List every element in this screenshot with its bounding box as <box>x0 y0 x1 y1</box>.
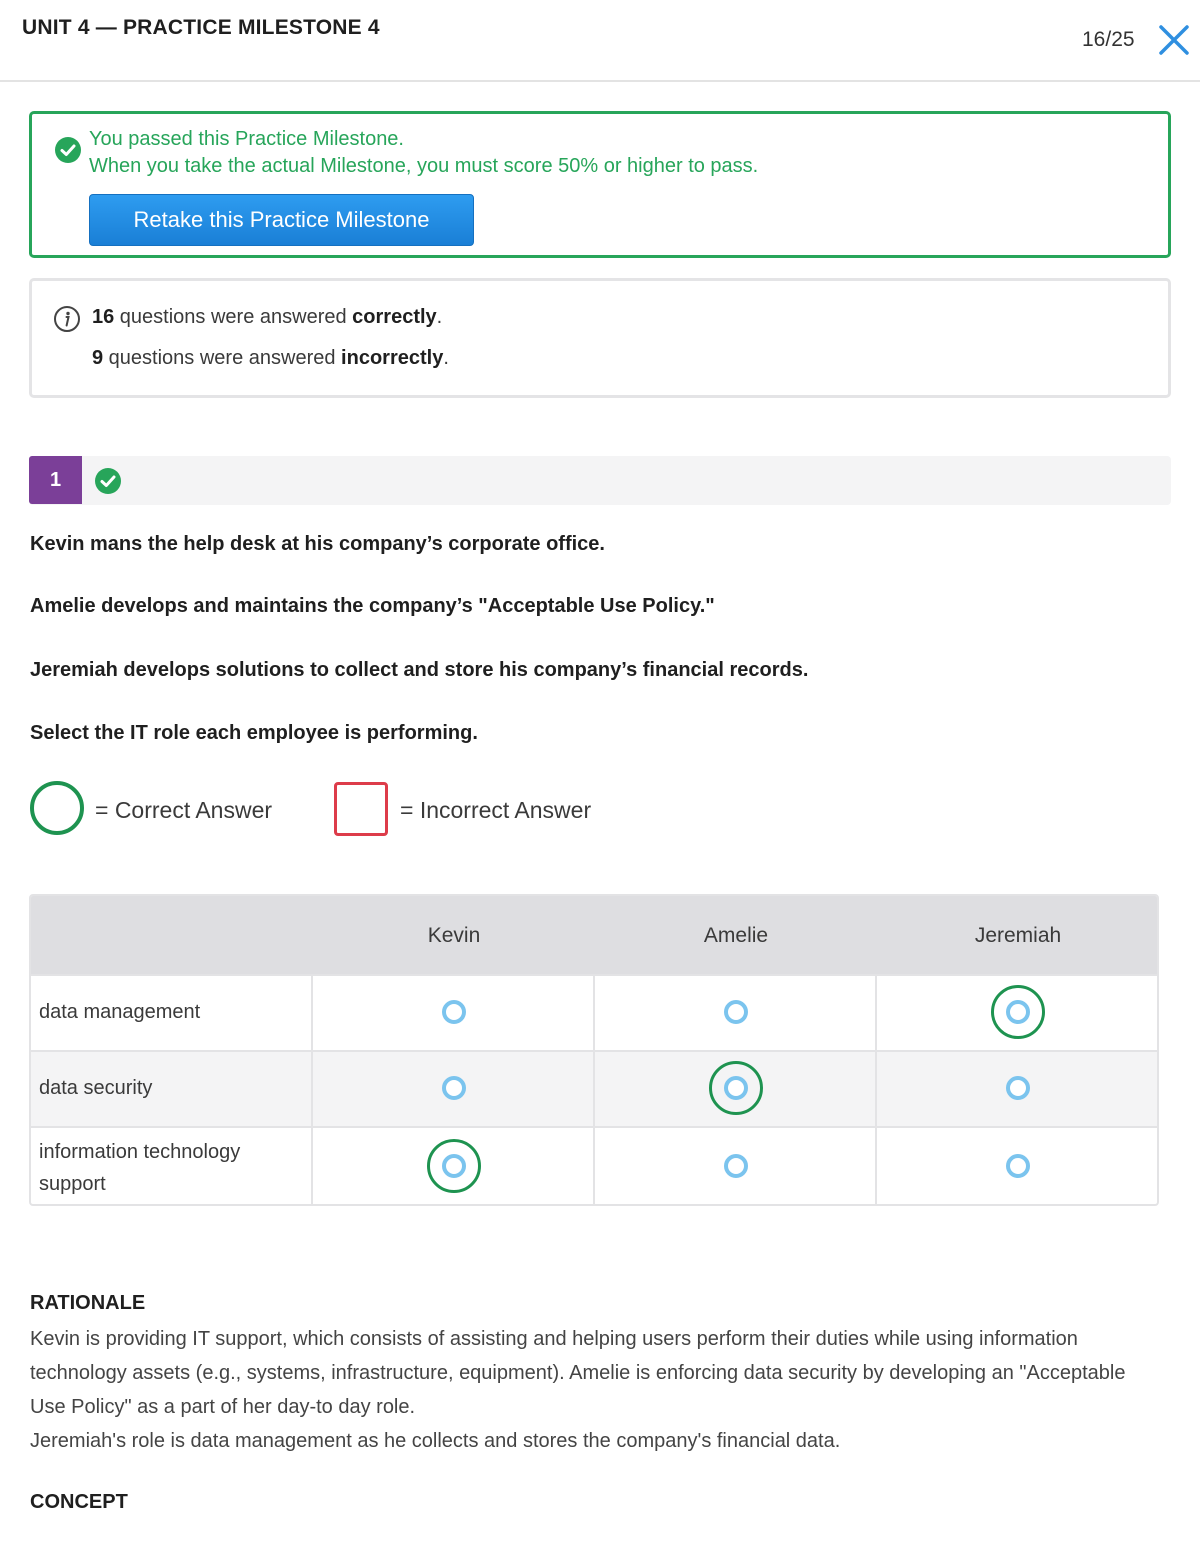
answer-cell <box>875 1128 1157 1206</box>
row-label: data management <box>39 1001 201 1023</box>
incorrect-period: . <box>443 347 449 369</box>
rationale-body <box>30 1322 1150 1458</box>
question-text-line: Amelie develops and maintains the company’s "Acceptable Use Policy." <box>30 595 715 617</box>
row-label: information technology support <box>39 1141 241 1195</box>
answer-cell <box>593 1128 875 1206</box>
page-title: UNIT 4 — PRACTICE MILESTONE 4 <box>22 16 380 39</box>
table-row <box>31 1126 1159 1206</box>
question-text-line: Jeremiah develops solutions to collect and store his company’s financial records. <box>30 659 809 681</box>
correct-period: . <box>436 306 443 328</box>
table-row <box>31 974 1159 1050</box>
answer-cell <box>593 1052 875 1128</box>
column-header-jeremiah: Jeremiah <box>974 924 1062 947</box>
passed-banner <box>29 111 1171 258</box>
correct-answer-legend-icon <box>30 781 84 835</box>
incorrect-answer-legend-label: = Incorrect Answer <box>400 797 592 823</box>
results-summary <box>29 278 1171 398</box>
answer-radio[interactable] <box>724 1000 748 1024</box>
answer-radio[interactable] <box>442 1076 466 1100</box>
answer-radio[interactable] <box>1006 1000 1030 1024</box>
close-icon[interactable] <box>1156 22 1192 58</box>
incorrect-answer-legend-icon <box>334 782 388 836</box>
question-header-bar <box>29 456 1171 505</box>
question-prompt: Select the IT role each employee is performing. <box>30 722 478 744</box>
answer-radio[interactable] <box>1006 1076 1030 1100</box>
info-icon <box>53 305 81 333</box>
correct-count: 16 <box>92 306 115 328</box>
passed-message: You passed this Practice Milestone. <box>89 128 404 150</box>
table-header <box>31 896 1159 976</box>
correct-answer-legend-label: = Correct Answer <box>95 797 273 823</box>
rationale-paragraph: Jeremiah's role is data management as he collects and stores the company's financial data. <box>30 1430 841 1452</box>
close-icon-graphic <box>1156 22 1192 58</box>
column-header-kevin: Kevin <box>427 924 481 947</box>
incorrect-word: incorrectly <box>341 347 444 369</box>
rationale-paragraph: Kevin is providing IT support, which consists of assisting and helping users perform their duties while using information technology assets (e.g., systems, infrastructure, equipment). Amelie is enforcing data security by developing an "Acceptable Use Policy" as a part of her day-to day role. <box>30 1328 1126 1418</box>
concept-heading: CONCEPT <box>30 1491 128 1513</box>
answer-cell <box>875 1052 1157 1128</box>
answer-cell <box>311 1128 593 1206</box>
answer-cell <box>875 976 1157 1052</box>
answer-radio[interactable] <box>1006 1154 1030 1178</box>
answer-matrix <box>29 894 1159 1206</box>
answer-radio[interactable] <box>442 1154 466 1178</box>
question-progress: 16/25 <box>1082 28 1135 51</box>
pass-requirement-message: When you take the actual Milestone, you must score 50% or higher to pass. <box>89 155 759 177</box>
correct-count-line <box>92 306 442 329</box>
answer-radio[interactable] <box>724 1154 748 1178</box>
correct-word: correctly <box>352 306 437 328</box>
correct-text: questions were answered <box>114 306 353 328</box>
answer-cell <box>311 976 593 1052</box>
table-row <box>31 1050 1159 1126</box>
check-circle-icon <box>94 467 122 495</box>
incorrect-count: 9 <box>92 347 104 369</box>
answer-cell <box>593 976 875 1052</box>
check-circle-icon <box>54 136 82 164</box>
top-header <box>0 0 1200 82</box>
rationale-heading: RATIONALE <box>30 1292 146 1314</box>
incorrect-text: questions were answered <box>103 347 342 369</box>
answer-radio[interactable] <box>724 1076 748 1100</box>
incorrect-count-line <box>92 347 449 370</box>
question-number-badge: 1 <box>29 456 82 504</box>
answer-radio[interactable] <box>442 1000 466 1024</box>
answer-cell <box>311 1052 593 1128</box>
row-label: data security <box>39 1077 153 1099</box>
retake-button[interactable]: Retake this Practice Milestone <box>89 194 474 246</box>
column-header-amelie: Amelie <box>703 924 769 947</box>
question-text-line: Kevin mans the help desk at his company’s corporate office. <box>30 533 605 555</box>
